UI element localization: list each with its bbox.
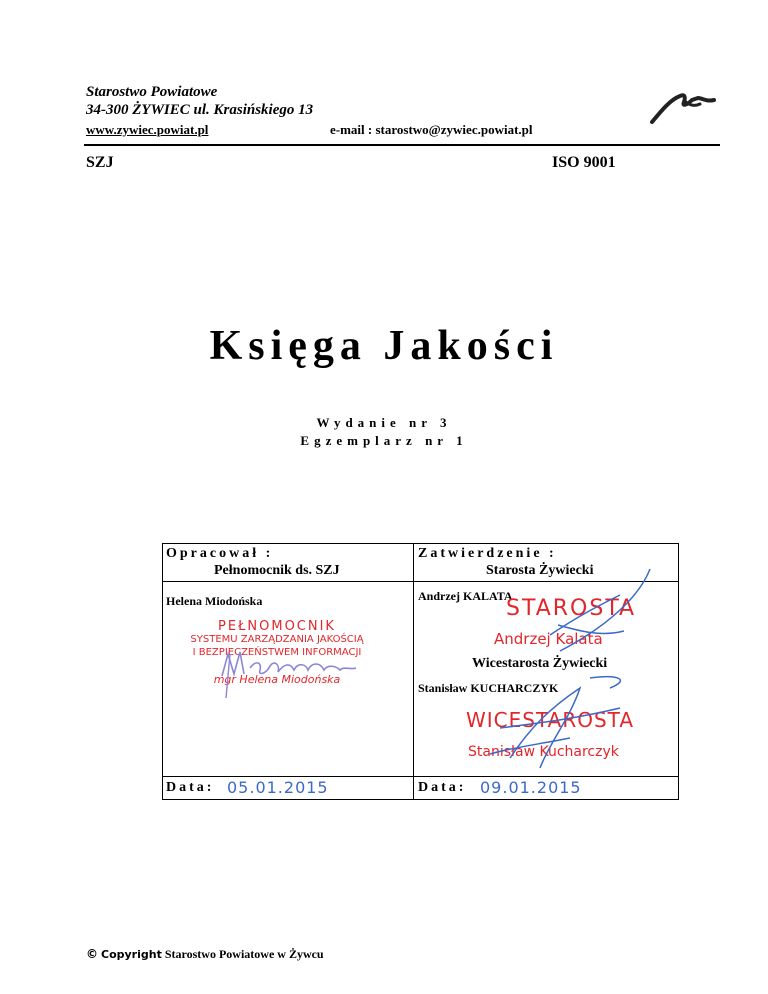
approval-heading: Zatwierdzenie :: [418, 546, 557, 561]
stamp-line-name: mgr Helena Miodońska: [213, 673, 341, 686]
signature-miodonska: [210, 640, 380, 700]
copy-number: Egzemplarz nr 1: [300, 433, 468, 448]
prepared-date-value: 05.01.2015: [227, 778, 329, 797]
approval-date-value: 09.01.2015: [480, 778, 582, 797]
prepared-by-role: Pełnomocnik ds. SZJ: [214, 563, 340, 578]
logo-icon: [650, 88, 720, 128]
office-address: 34-300 ŻYWIEC ul. Krasińskiego 13: [86, 102, 314, 118]
document-title: Księga Jakości: [209, 323, 559, 369]
copyright-owner: Starostwo Powiatowe w Żywcu: [164, 947, 324, 961]
approver-role-wicestarosta: Wicestarosta Żywiecki: [472, 656, 608, 671]
stamp-starosta-title: STAROSTA: [506, 596, 637, 621]
website-link[interactable]: www.zywiec.powiat.pl: [86, 122, 209, 137]
approver-person-kalata: Andrzej KALATA: [418, 589, 513, 603]
stamp-line-title: PEŁNOMOCNIK: [218, 619, 336, 634]
approver-person-kucharczyk: Stanisław KUCHARCZYK: [418, 681, 559, 695]
stamp-wicestarosta-name: Stanisław Kucharczyk: [468, 744, 619, 760]
prepared-by-heading: Opracował :: [166, 546, 274, 561]
edition-number: Wydanie nr 3: [316, 415, 452, 430]
stamp-line-security: I BEZPIECZEŃSTWEM INFORMACJI: [192, 647, 362, 658]
prepared-by-person: Helena Miodońska: [166, 594, 263, 608]
approver-role-starosta: Starosta Żywiecki: [486, 563, 594, 578]
copyright-icon: ©: [86, 947, 98, 961]
copyright-label: Copyright: [101, 948, 162, 961]
copyright-notice: [86, 947, 324, 962]
office-name: Starostwo Powiatowe: [86, 84, 218, 100]
stamp-starosta-name: Andrzej Kalata: [494, 630, 603, 648]
stamp-wicestarosta-title: WICESTAROSTA: [466, 708, 634, 732]
iso-code: ISO 9001: [552, 154, 616, 171]
header-rule: [84, 144, 720, 146]
prepared-date-label: Data:: [166, 780, 215, 795]
doc-system-code: SZJ: [86, 154, 114, 171]
signature-kalata: [520, 565, 670, 655]
approval-date-label: Data:: [418, 780, 467, 795]
stamp-line-system: SYSTEMU ZARZĄDZANIA JAKOŚCIĄ: [190, 634, 364, 645]
email-address: e-mail : starostwo@zywiec.powiat.pl: [330, 122, 533, 137]
signature-kucharczyk: [470, 668, 650, 778]
